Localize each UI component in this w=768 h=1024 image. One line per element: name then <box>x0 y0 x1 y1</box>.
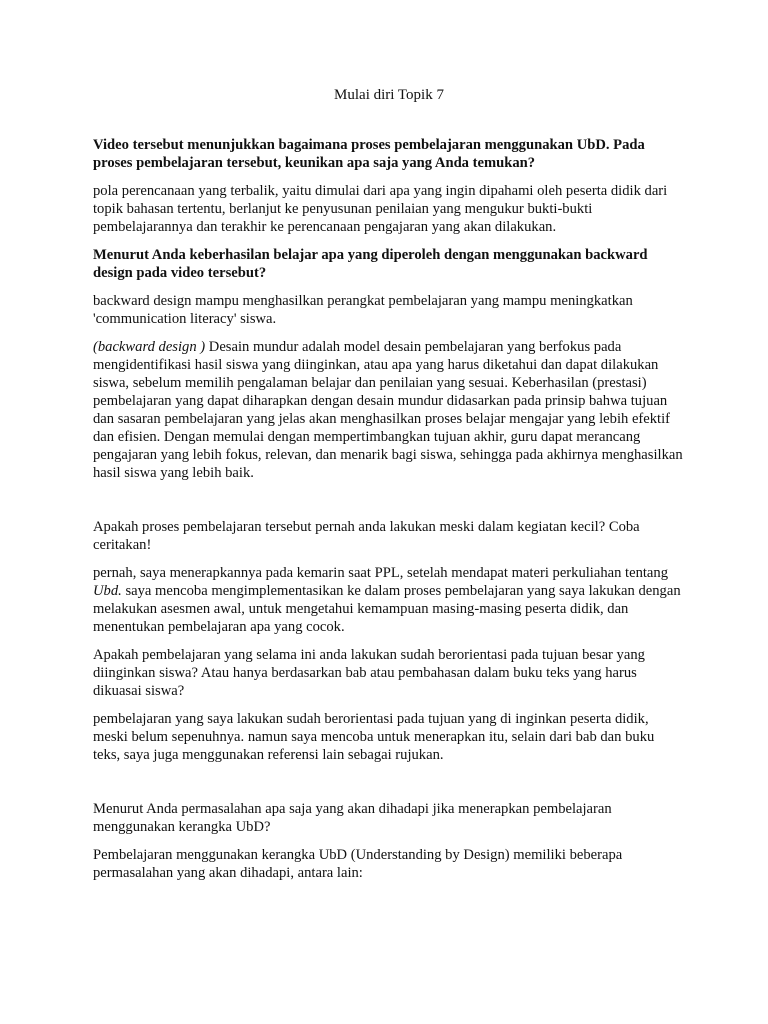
answer-5: Pembelajaran menggunakan kerangka UbD (Understanding by Design) memiliki beberapa permasalahan yang akan dihadapi, antara lain: <box>93 847 623 881</box>
question-5: Menurut Anda permasalahan apa saja yang akan dihadapi jika menerapkan pembelajaran menggunakan kerangka UbD? <box>93 801 612 835</box>
spacer <box>93 774 685 800</box>
answer-3-rest: saya mencoba mengimplementasikan ke dalam proses pembelajaran yang saya lakukan dengan melakukan asesmen awal, untuk mengetahui kemampuan masing-masing peserta didik, dan menentukan pembelajaran apa yang cocok. <box>93 583 681 635</box>
answer-2-explanation-text: Desain mundur adalah model desain pembelajaran yang berfokus pada mengidentifikasi hasil siswa yang diinginkan, atau apa yang harus diketahui dan dapat dilakukan siswa, sebelum memilih pengalaman belajar dan penilaian yang sesuai. Keberhasilan (prestasi) pembelajaran yang dapat diharapkan dengan desain mundur didasarkan pada prinsip bahwa tujuan dan sasaran pembelajaran yang jelas akan menghasilkan proses belajar mengajar yang lebih efektif dan efisien. Dengan memulai dengan mempertimbangkan tujuan akhir, guru dapat merancang pengajaran yang lebih fokus, relevan, dan menarik bagi siswa, sehingga pada akhirnya menghasilkan hasil siswa yang lebih baik. <box>93 339 683 481</box>
document-page <box>93 86 685 892</box>
document-title: Mulai diri Topik 7 <box>334 87 444 103</box>
ubd-term: Ubd. <box>93 583 122 599</box>
question-3: Apakah proses pembelajaran tersebut pernah anda lakukan meski dalam kegiatan kecil? Coba ceritakan! <box>93 519 640 553</box>
answer-1: pola perencanaan yang terbalik, yaitu dimulai dari apa yang ingin dipahami oleh peserta didik dari topik bahasan tertentu, berlanjut ke penyusunan penilaian yang mengukur bukti-bukti pembelajarannya dan terakhir ke perencanaan pengajaran yang akan dilakukan. <box>93 183 668 235</box>
answer-4: pembelajaran yang saya lakukan sudah berorientasi pada tujuan yang di inginkan peserta didik, meski belum sepenuhnya. namun saya mencoba untuk menerapkan itu, selain dari bab dan buku teks, saya juga menggunakan referensi lain sebagai rujukan. <box>93 711 655 763</box>
question-4: Apakah pembelajaran yang selama ini anda lakukan sudah berorientasi pada tujuan besar yang diinginkan siswa? Atau hanya berdasarkan bab atau pembahasan dalam buku teks yang harus dikuasai siswa? <box>93 647 645 699</box>
question-1: Video tersebut menunjukkan bagaimana proses pembelajaran menggunakan UbD. Pada proses pembelajaran tersebut, keunikan apa saja yang Anda temukan? <box>93 137 645 171</box>
backward-design-term: (backward design ) <box>93 339 206 355</box>
answer-3-start: pernah, saya menerapkannya pada kemarin saat PPL, setelah mendapat materi perkuliahan tentang <box>93 565 669 581</box>
answer-3 <box>93 564 685 636</box>
answer-2-explanation <box>93 338 685 482</box>
answer-2: backward design mampu menghasilkan perangkat pembelajaran yang mampu meningkatkan 'communication literacy' siswa. <box>93 293 633 327</box>
question-2: Menurut Anda keberhasilan belajar apa yang diperoleh dengan menggunakan backward design pada video tersebut? <box>93 247 648 281</box>
spacer <box>93 492 685 518</box>
